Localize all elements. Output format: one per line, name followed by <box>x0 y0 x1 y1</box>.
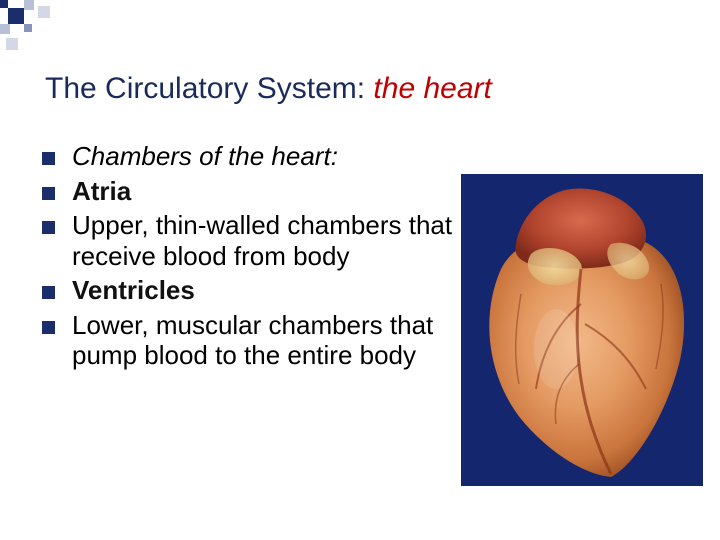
corner-square <box>6 38 18 50</box>
bullet-text: Ventricles <box>72 275 195 305</box>
corner-square <box>0 0 8 8</box>
title-main: The Circulatory System: <box>45 72 374 105</box>
bullet-item <box>42 141 462 172</box>
corner-square <box>24 0 34 10</box>
bullet-text: Atria <box>72 175 132 206</box>
square-bullet-icon <box>42 321 55 334</box>
bullet-item <box>42 275 462 306</box>
heart-highlight <box>534 309 578 389</box>
heart-photo <box>461 174 703 486</box>
bullet-item <box>42 210 462 271</box>
corner-square <box>24 24 32 32</box>
slide-title <box>45 72 492 106</box>
bullet-text: Chambers of the heart: <box>72 141 338 171</box>
bullet-list <box>42 141 462 375</box>
bullet-item <box>42 176 462 207</box>
title-accent: the heart <box>373 72 492 105</box>
corner-square <box>8 8 24 24</box>
bullet-text: Upper, thin-walled chambers that receive blood from body <box>72 210 453 271</box>
square-bullet-icon <box>42 187 55 200</box>
corner-square <box>38 6 50 18</box>
square-bullet-icon <box>42 286 55 299</box>
heart-illustration <box>461 174 703 486</box>
bullet-text: Lower, muscular chambers that pump blood to the entire body <box>72 309 434 370</box>
bullet-item <box>42 310 462 371</box>
corner-square <box>0 24 10 34</box>
square-bullet-icon <box>42 221 55 234</box>
square-bullet-icon <box>42 152 55 165</box>
